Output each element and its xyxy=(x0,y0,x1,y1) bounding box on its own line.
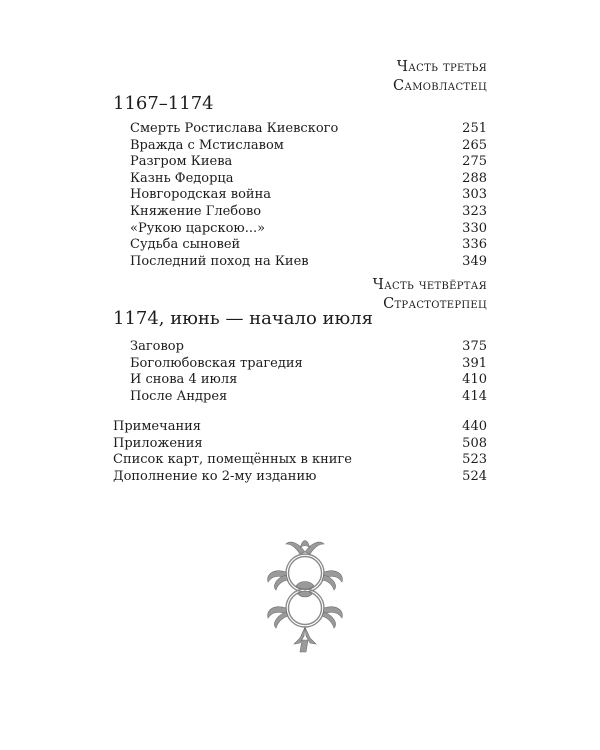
toc-entry[interactable] xyxy=(130,221,487,238)
toc-entry-page: 303 xyxy=(462,187,487,203)
toc-entry-title: Княжение Глебово xyxy=(130,203,262,219)
toc-entry-page: 410 xyxy=(462,372,487,388)
toc-entry[interactable] xyxy=(130,204,487,221)
part-three-heading xyxy=(393,58,487,96)
toc-entry-title: Примечания xyxy=(113,419,202,434)
toc-entry-title: Судьба сыновей xyxy=(130,237,241,253)
toc-entry-title: Смерть Ростислава Киевского xyxy=(130,121,339,136)
part-three-label: Часть третья xyxy=(396,59,487,75)
toc-entry-page: 251 xyxy=(462,121,487,136)
toc-entry-title: Вражда с Мстиславом xyxy=(130,137,284,153)
part-four-label: Часть четвёртая xyxy=(372,277,487,293)
toc-entry-title: Разгром Киева xyxy=(130,154,233,170)
toc-entry-title: И снова 4 июля xyxy=(130,372,238,388)
toc-entry-title: «Рукою царскою...» xyxy=(130,220,266,236)
back-matter-contents xyxy=(113,419,487,485)
toc-entry-title: Приложения xyxy=(113,435,203,451)
toc-entry-page: 275 xyxy=(462,154,487,170)
toc-entry[interactable] xyxy=(130,339,487,356)
toc-entry[interactable] xyxy=(130,372,487,389)
toc-entry[interactable] xyxy=(113,469,487,486)
toc-entry[interactable] xyxy=(130,237,487,254)
toc-entry[interactable] xyxy=(130,121,487,138)
toc-entry-title: Дополнение ко 2-му изданию xyxy=(113,468,317,484)
toc-entry[interactable] xyxy=(130,187,487,204)
toc-entry-title: После Андрея xyxy=(130,388,228,404)
toc-entry-page: 323 xyxy=(462,203,487,219)
toc-entry-page: 349 xyxy=(462,253,487,269)
toc-entry-title: Список карт, помещённых в книге xyxy=(113,452,352,468)
toc-entry-title: Казнь Федорца xyxy=(130,170,234,186)
part-three-dates: 1167–1174 xyxy=(113,93,214,114)
toc-entry[interactable] xyxy=(113,436,487,453)
toc-entry-page: 414 xyxy=(462,388,487,404)
toc-entry-title: Заговор xyxy=(130,339,184,354)
toc-entry[interactable] xyxy=(130,138,487,155)
toc-entry-page: 523 xyxy=(462,452,487,468)
toc-entry[interactable] xyxy=(113,452,487,469)
toc-entry-title: Боголюбовская трагедия xyxy=(130,355,303,371)
toc-entry-page: 265 xyxy=(462,137,487,153)
toc-entry[interactable] xyxy=(130,171,487,188)
part-four-title: Страстотерпец xyxy=(383,296,487,312)
toc-entry[interactable] xyxy=(113,419,487,436)
part-four-heading xyxy=(373,276,487,314)
part-three-title: Самовластец xyxy=(392,78,487,94)
part-four-contents xyxy=(130,339,487,405)
part-four-dates: 1174, июнь — начало июля xyxy=(113,308,373,329)
toc-entry-page: 375 xyxy=(462,339,487,354)
toc-entry-title: Новгородская война xyxy=(130,187,271,203)
winged-rings-ornament-icon xyxy=(260,528,350,658)
toc-entry[interactable] xyxy=(130,389,487,406)
toc-entry-page: 524 xyxy=(462,468,487,484)
toc-entry-page: 440 xyxy=(462,419,487,434)
toc-entry-page: 288 xyxy=(462,170,487,186)
toc-entry[interactable] xyxy=(130,356,487,373)
toc-entry-page: 391 xyxy=(462,355,487,371)
toc-entry-page: 336 xyxy=(462,237,487,253)
toc-entry-page: 330 xyxy=(462,220,487,236)
toc-entry[interactable] xyxy=(130,154,487,171)
part-three-contents xyxy=(130,121,487,270)
toc-entry-title: Последний поход на Киев xyxy=(130,253,309,269)
toc-entry[interactable] xyxy=(130,254,487,271)
toc-entry-page: 508 xyxy=(462,435,487,451)
